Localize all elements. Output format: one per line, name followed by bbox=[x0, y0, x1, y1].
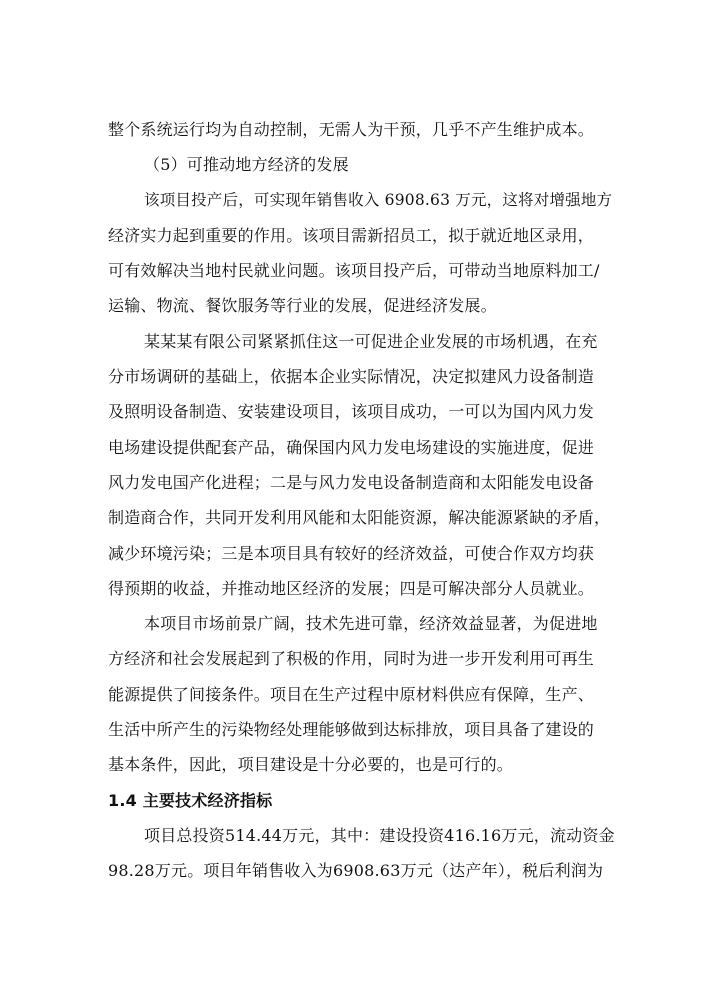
paragraph-line: 整个系统运行均为自动控制，无需人为干预，几乎不产生维护成本。 bbox=[108, 120, 595, 139]
paragraph-line: 得预期的收益，并推动地区经济的发展；四是可解决部分人员就业。 bbox=[108, 578, 595, 598]
paragraph-line: 生活中所产生的污染物经处理能够做到达标排放，项目具备了建设的 bbox=[108, 720, 595, 740]
paragraph-line: 98.28万元。项目年销售收入为6908.63万元（达产年），税后利润为 bbox=[108, 861, 604, 881]
paragraph-line: 分市场调研的基础上，依据本企业实际情况，决定拟建风力设备制造 bbox=[108, 367, 595, 387]
paragraph-line: 能源提供了间接条件。项目在生产过程中原材料供应有保障，生产、 bbox=[108, 684, 595, 704]
paragraph-line: 风力发电国产化进程；二是与风力发电设备制造商和太阳能发电设备 bbox=[108, 472, 595, 492]
paragraph-line: 本项目市场前景广阔，技术先进可靠，经济效益显著，为促进地 bbox=[144, 614, 598, 634]
paragraph-line: 某某某有限公司紧紧抓住这一可促进企业发展的市场机遇，在充 bbox=[144, 331, 598, 351]
paragraph-line: 经济实力起到重要的作用。该项目需新招员工，拟于就近地区录用， bbox=[108, 225, 595, 245]
paragraph-line: 减少环境污染；三是本项目具有较好的经济效益，可使合作双方均获 bbox=[108, 543, 595, 563]
section-heading: 1.4 主要技术经济指标 bbox=[108, 790, 273, 810]
paragraph-line: 制造商合作，共同开发利用风能和太阳能资源，解决能源紧缺的矛盾， bbox=[108, 508, 611, 528]
paragraph-line: 运输、物流、餐饮服务等行业的发展，促进经济发展。 bbox=[108, 296, 497, 316]
subsection-title: （5）可推动地方经济的发展 bbox=[144, 155, 349, 175]
paragraph-line: 该项目投产后，可实现年销售收入 6908.63 万元，这将对增强地方 bbox=[144, 190, 613, 209]
paragraph-line: 可有效解决当地村民就业问题。该项目投产后，可带动当地原料加工/ bbox=[108, 261, 600, 281]
paragraph-line: 及照明设备制造、安装建设项目，该项目成功，一可以为国内风力发 bbox=[108, 402, 595, 422]
document-body bbox=[108, 112, 618, 889]
paragraph-line: 基本条件，因此，项目建设是十分必要的，也是可行的。 bbox=[108, 755, 514, 775]
paragraph-line: 电场建设提供配套产品，确保国内风力发电场建设的实施进度，促进 bbox=[108, 437, 595, 457]
paragraph-line: 项目总投资514.44万元，其中：建设投资416.16万元，流动资金 bbox=[144, 825, 615, 845]
paragraph-line: 方经济和社会发展起到了积极的作用，同时为进一步开发利用可再生 bbox=[108, 649, 595, 669]
